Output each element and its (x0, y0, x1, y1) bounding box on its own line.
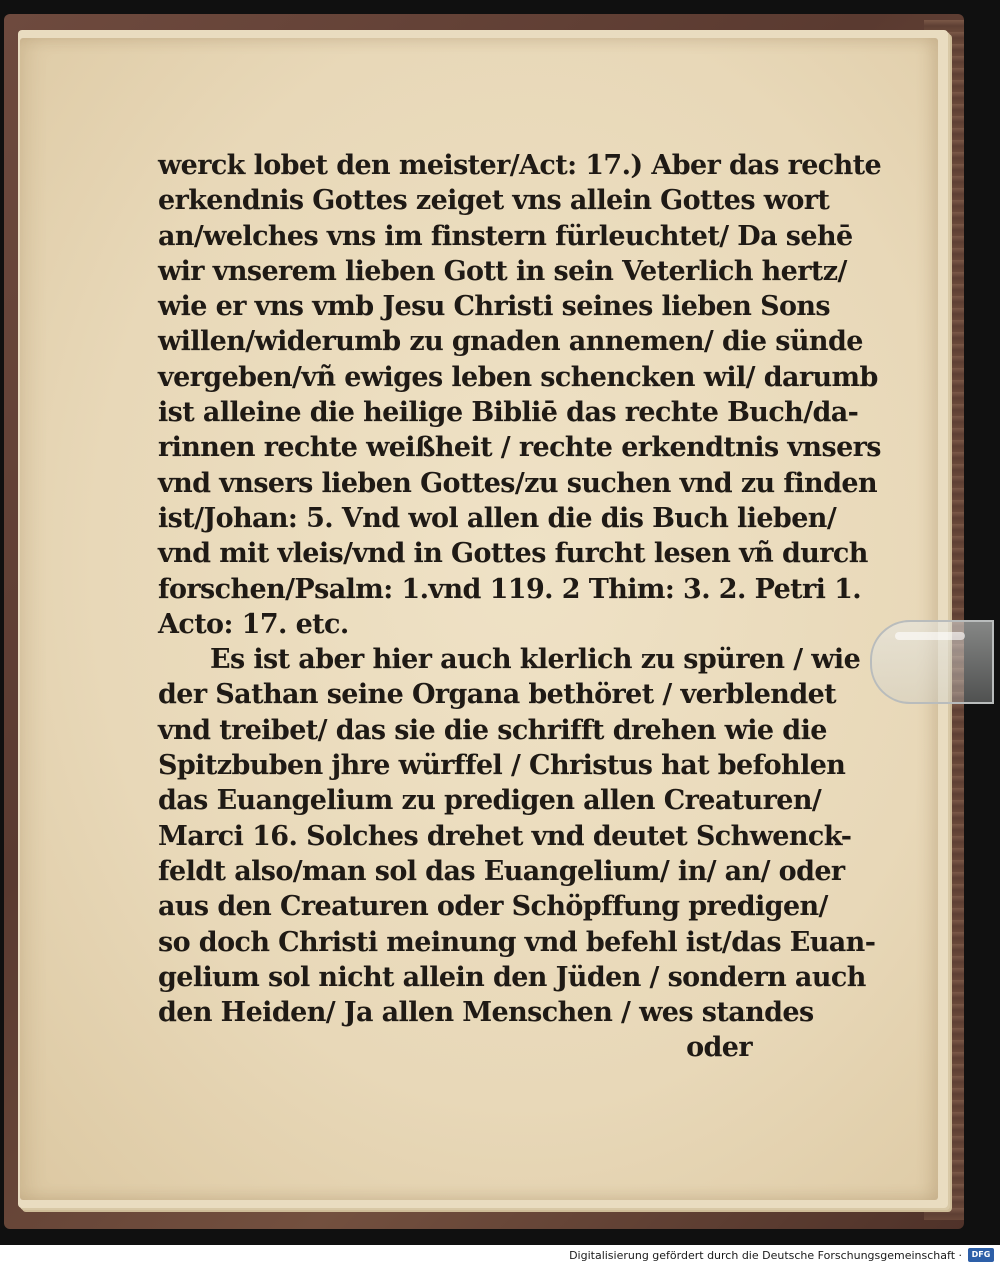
text-line: so doch Christi meinung vnd befehl ist/das Euan- (158, 926, 876, 958)
page-clip-highlight (895, 632, 965, 640)
book-page (20, 38, 938, 1200)
text-line: Spitzbuben jhre würffel / Christus hat befohlen (158, 750, 846, 782)
text-line: forschen/Psalm: 1.vnd 119. 2 Thim: 3. 2. Petri 1. (158, 573, 862, 605)
text-line: vnd vnsers lieben Gottes/zu suchen vnd zu finden (158, 467, 877, 499)
text-line: willen/widerumb zu gnaden annemen/ die sünde (158, 326, 863, 358)
text-line: aus den Creaturen oder Schöpffung predigen/ (158, 891, 828, 923)
page-text (158, 148, 882, 1066)
text-line: an/welches vns im finstern fürleuchtet/ Da sehē (158, 220, 853, 252)
text-line: das Euangelium zu predigen allen Creaturen/ (158, 785, 822, 817)
text-line: erkendnis Gottes zeiget vns allein Gottes wort (158, 185, 830, 217)
text-line: der Sathan seine Organa bethöret / verblendet (158, 679, 837, 711)
dfg-logo-icon: DFG (968, 1248, 994, 1262)
catchword: oder (686, 1032, 752, 1064)
text-line: gelium sol nicht allein den Jüden / sondern auch (158, 961, 866, 993)
text-line: ist/Johan: 5. Vnd wol allen die dis Buch lieben/ (158, 502, 837, 534)
text-line: vnd mit vleis/vnd in Gottes furcht lesen vñ durch (158, 538, 868, 570)
footer-bar (0, 1245, 1000, 1266)
text-line: Acto: 17. etc. (158, 608, 349, 640)
text-line: vergeben/vñ ewiges leben schencken wil/ darumb (158, 361, 878, 393)
text-line: Marci 16. Solches drehet vnd deutet Schwenck- (158, 820, 852, 852)
text-line: den Heiden/ Ja allen Menschen / wes standes (158, 997, 814, 1029)
text-line: wie er vns vmb Jesu Christi seines lieben Sons (158, 291, 831, 323)
text-line: vnd treibet/ das sie die schrifft drehen wie die (158, 714, 827, 746)
text-line: rinnen rechte weißheit / rechte erkendtnis vnsers (158, 432, 881, 464)
text-line: ist alleine die heilige Bibliē das rechte Buch/da- (158, 397, 859, 429)
text-line: Es ist aber hier auch klerlich zu spüren / wie (210, 644, 861, 676)
funding-credit: Digitalisierung gefördert durch die Deutsche Forschungsgemeinschaft · (569, 1249, 962, 1262)
text-line: werck lobet den meister/Act: 17.) Aber das rechte (158, 150, 882, 181)
text-line: wir vnserem lieben Gott in sein Veterlich hertz/ (158, 255, 847, 287)
text-line: feldt also/man sol das Euangelium/ in/ an/ oder (158, 855, 845, 887)
